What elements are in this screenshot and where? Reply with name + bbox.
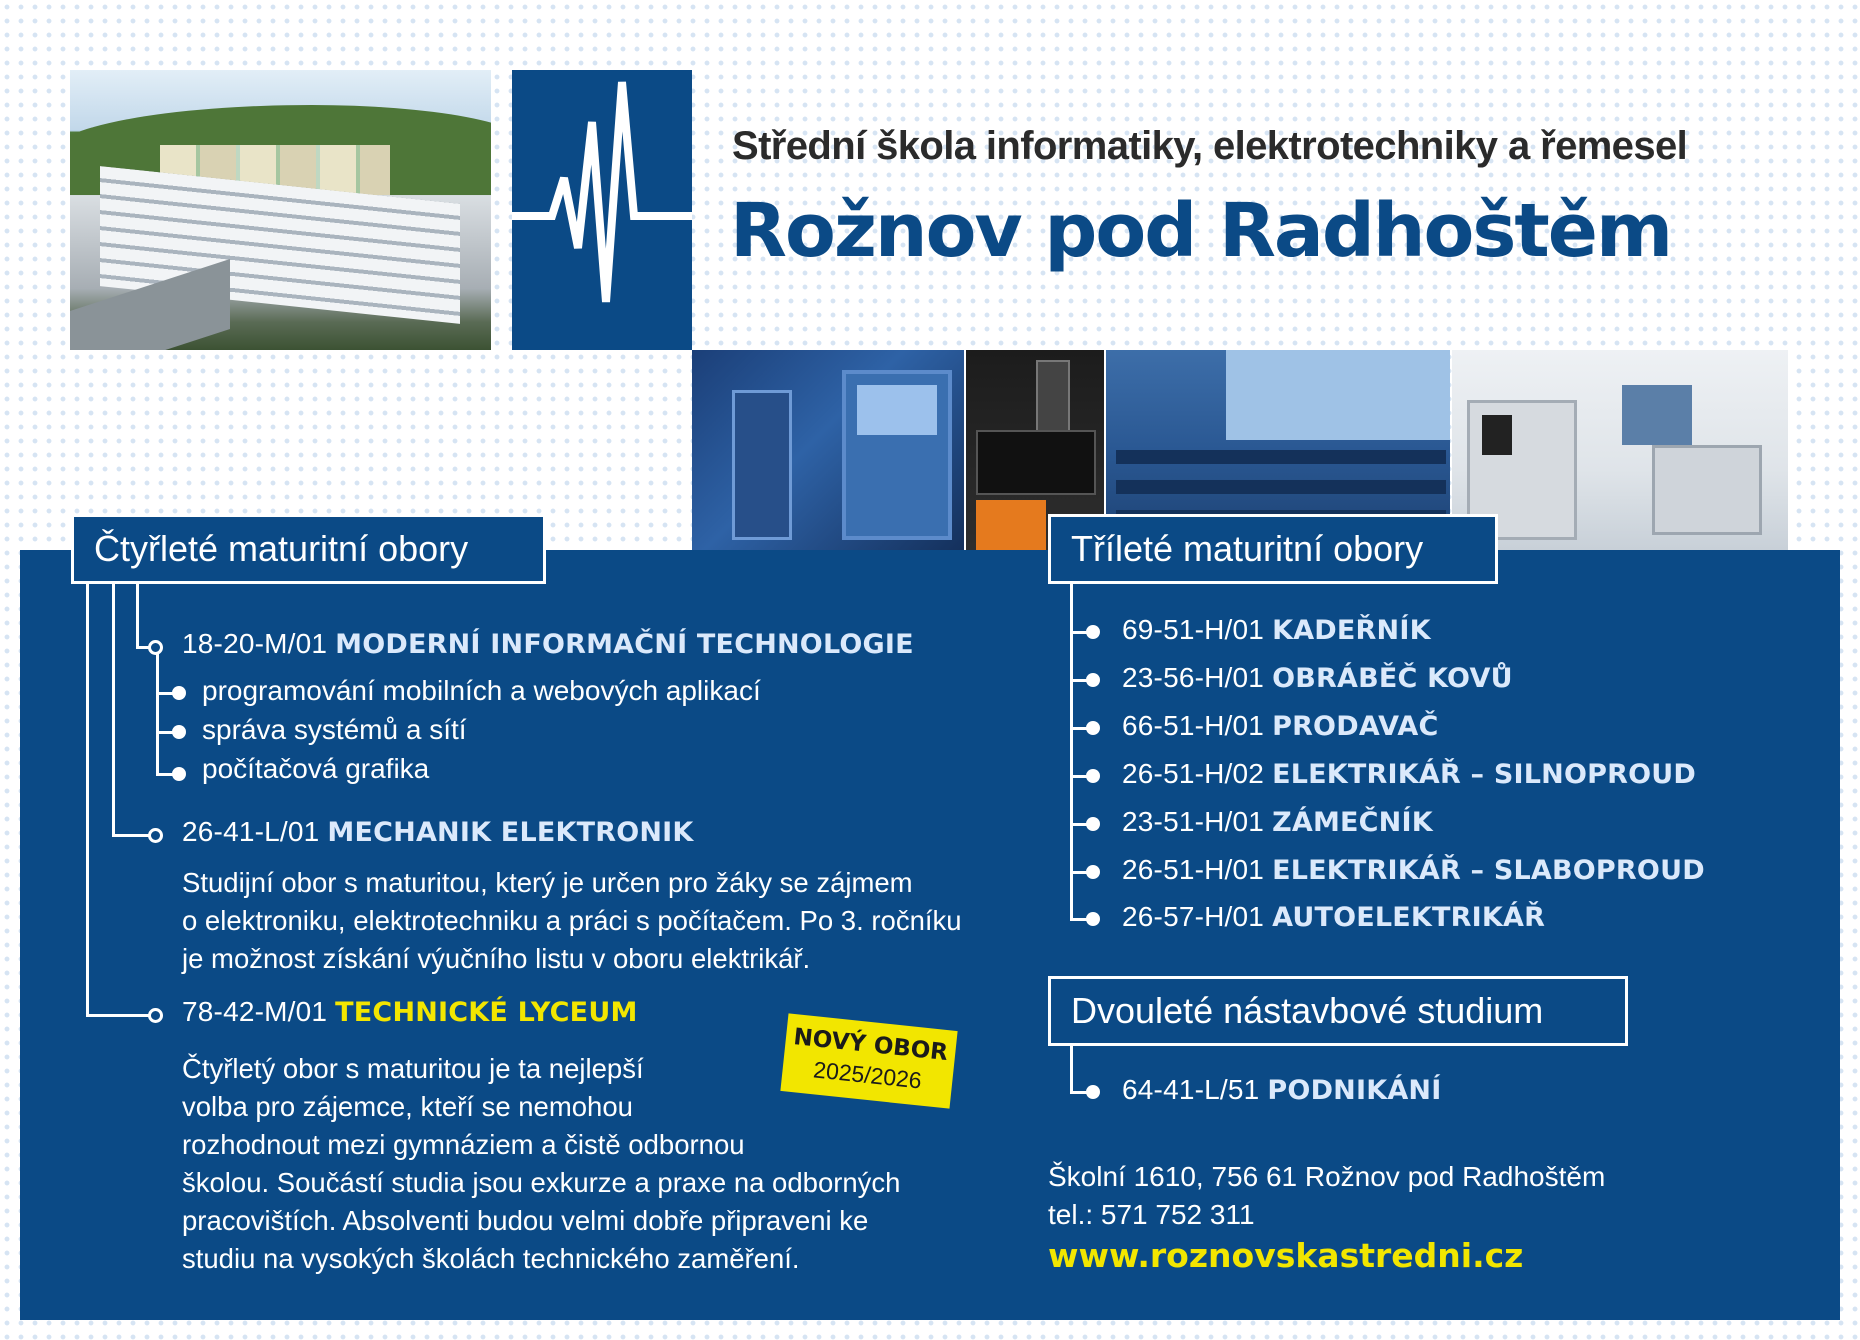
- program-elektrikar-silnoproud: [1122, 758, 1696, 790]
- program-name: PRODAVAČ: [1272, 711, 1439, 742]
- program-kadernik: [1122, 614, 1431, 646]
- program-podnikani: [1122, 1074, 1441, 1106]
- program-name: KADEŘNÍK: [1272, 615, 1431, 646]
- description-line: pracovištích. Absolventi budou velmi dobře připraveni ke: [182, 1205, 869, 1236]
- program-prodavac: [1122, 710, 1438, 742]
- program-code: 23-56-H/01: [1122, 662, 1265, 693]
- program-code: 26-57-H/01: [1122, 901, 1265, 932]
- program-technicke-lyceum: [182, 996, 638, 1028]
- specialization-item: programování mobilních a webových aplikací: [202, 675, 761, 706]
- school-building-photo: [70, 70, 491, 350]
- contact-block: [1048, 1158, 1605, 1234]
- description-line: studiu na vysokých školách technického zaměření.: [182, 1243, 800, 1274]
- school-name: Střední škola informatiky, elektrotechniky a řemesel: [732, 124, 1688, 168]
- badge-year: 2025/2026: [812, 1056, 923, 1094]
- extension-study-heading: Dvouleté nástavbové studium: [1048, 976, 1628, 1046]
- specialization-item: správa systémů a sítí: [202, 714, 467, 745]
- description-line: je možnost získání výučního listu v oboru elektrikář.: [182, 943, 811, 974]
- machining-lab-photo: [1452, 350, 1788, 550]
- program-description: [182, 864, 1052, 978]
- program-name: ELEKTRIKÁŘ – SILNOPROUD: [1272, 759, 1696, 790]
- program-name: PODNIKÁNÍ: [1267, 1075, 1442, 1106]
- description-line: rozhodnout mezi gymnáziem a čistě odbornou: [182, 1129, 745, 1160]
- badge-title: NOVÝ OBOR: [792, 1024, 950, 1067]
- description-line: Studijní obor s maturitou, který je určen pro žáky se zájmem: [182, 867, 913, 898]
- four-year-programs-heading: Čtyřleté maturitní obory: [71, 514, 546, 584]
- program-obrabec-kovu: [1122, 662, 1513, 694]
- program-name: AUTOELEKTRIKÁŘ: [1272, 902, 1546, 933]
- program-code: 66-51-H/01: [1122, 710, 1265, 741]
- phone[interactable]: tel.: 571 752 311: [1048, 1199, 1255, 1230]
- program-mechanik-elektronik: [182, 816, 694, 848]
- school-city-title: Rožnov pod Radhoštěm: [730, 188, 1672, 274]
- cnc-machine-photo: [692, 350, 964, 550]
- program-code: 78-42-M/01: [182, 996, 328, 1027]
- program-code: 18-20-M/01: [182, 628, 328, 659]
- program-zamecnik: [1122, 806, 1433, 838]
- program-name: MECHANIK ELEKTRONIK: [327, 817, 694, 848]
- program-name: ZÁMEČNÍK: [1272, 807, 1433, 838]
- description-line: školou. Součástí studia jsou exkurze a praxe na odborných: [182, 1167, 901, 1198]
- program-autoelektrikar: [1122, 901, 1545, 933]
- three-year-programs-heading: Tříleté maturitní obory: [1048, 514, 1498, 584]
- pulse-wave-icon: [512, 70, 692, 350]
- program-code: 26-51-H/01: [1122, 854, 1265, 885]
- program-it: [182, 628, 914, 660]
- description-line: o elektroniku, elektrotechniku a práci s počítačem. Po 3. ročníku: [182, 905, 962, 936]
- program-code: 26-41-L/01: [182, 816, 320, 847]
- website-link[interactable]: www.roznovskastredni.cz: [1048, 1236, 1524, 1275]
- program-name: MODERNÍ INFORMAČNÍ TECHNOLOGIE: [335, 629, 914, 660]
- specialization-item: počítačová grafika: [202, 753, 430, 784]
- program-code: 69-51-H/01: [1122, 614, 1265, 645]
- description-line: Čtyřletý obor s maturitou je ta nejlepší: [182, 1053, 644, 1084]
- program-name: ELEKTRIKÁŘ – SLABOPROUD: [1272, 855, 1705, 886]
- program-code: 23-51-H/01: [1122, 806, 1265, 837]
- program-elektrikar-slaboproud: [1122, 854, 1705, 886]
- program-name: OBRÁBĚČ KOVŮ: [1272, 663, 1513, 694]
- program-code: 64-41-L/51: [1122, 1074, 1260, 1105]
- program-code: 26-51-H/02: [1122, 758, 1265, 789]
- description-line: volba pro zájemce, kteří se nemohou: [182, 1091, 633, 1122]
- program-name: TECHNICKÉ LYCEUM: [335, 997, 638, 1028]
- address: Školní 1610, 756 61 Rožnov pod Radhoštěm: [1048, 1161, 1606, 1192]
